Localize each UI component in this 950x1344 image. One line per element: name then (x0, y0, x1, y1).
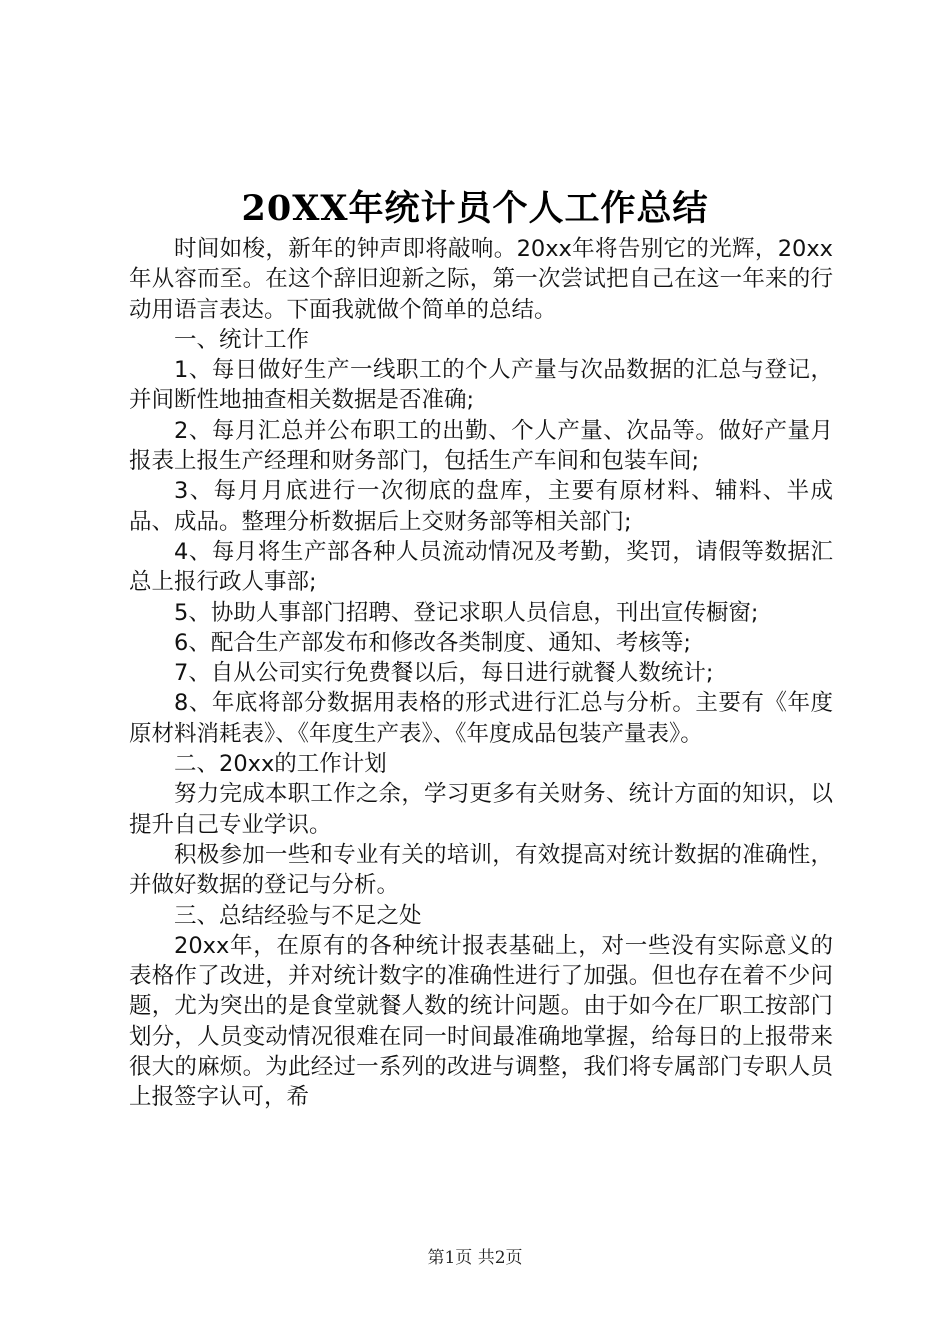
section-heading-plan: 二、20xx的工作计划 (174, 751, 387, 778)
paragraph-summary: 20xx年，在原有的各种统计报表基础上，对一些没有实际意义的表格作了改进，并对统计数字的准确性进行了加强。但也存在着不少问题，尤为突出的是食堂就餐人数的统计问题。由于如今在厂职工按部门划分，人员变动情况很难在同一时间最准确地掌握，给每日的上报带来很大的麻烦。为此经过一系列的改进与调整，我们将专属部门专职人员上报签字认可，希 (129, 932, 833, 1111)
paragraph-plan-1: 努力完成本职工作之余，学习更多有关财务、统计方面的知识，以提升自己专业学识。 (129, 781, 833, 838)
list-item: 3、每月月底进行一次彻底的盘库，主要有原材料、辅料、半成品、成品。整理分析数据后上交财务部等相关部门; (129, 478, 833, 535)
section-heading-statistics: 一、统计工作 (174, 326, 310, 353)
section-heading-summary: 三、总结经验与不足之处 (174, 902, 422, 929)
paragraph-plan-2: 积极参加一些和专业有关的培训，有效提高对统计数据的准确性，并做好数据的登记与分析。 (129, 841, 833, 899)
list-item: 4、每月将生产部各种人员流动情况及考勤，奖罚，请假等数据汇总上报行政人事部; (129, 538, 833, 596)
document-title: 20XX年统计员个人工作总结 (241, 188, 709, 229)
list-item: 2、每月汇总并公布职工的出勤、个人产量、次品等。做好产量月报表上报生产经理和财务部门，包括生产车间和包装车间; (129, 417, 833, 475)
list-item: 1、每日做好生产一线职工的个人产量与次品数据的汇总与登记，并间断性地抽查相关数据是否准确; (129, 357, 833, 414)
page-footer: 第1页 共2页 (427, 1248, 523, 1268)
list-item: 7、自从公司实行免费餐以后，每日进行就餐人数统计; (174, 660, 714, 687)
list-item: 8、年底将部分数据用表格的形式进行汇总与分析。主要有《年度原材料消耗表》、《年度生产表》、《年度成品包装产量表》。 (129, 690, 833, 747)
list-item: 5、协助人事部门招聘、登记求职人员信息，刊出宣传橱窗; (174, 599, 759, 626)
paragraph-intro: 时间如梭，新年的钟声即将敲响。20xx年将告别它的光辉，20xx年从容而至。在这个辞旧迎新之际，第一次尝试把自己在这一年来的行动用语言表达。下面我就做个简单的总结。 (129, 236, 833, 323)
list-item: 6、配合生产部发布和修改各类制度、通知、考核等; (174, 629, 691, 656)
document-body (129, 234, 833, 1113)
